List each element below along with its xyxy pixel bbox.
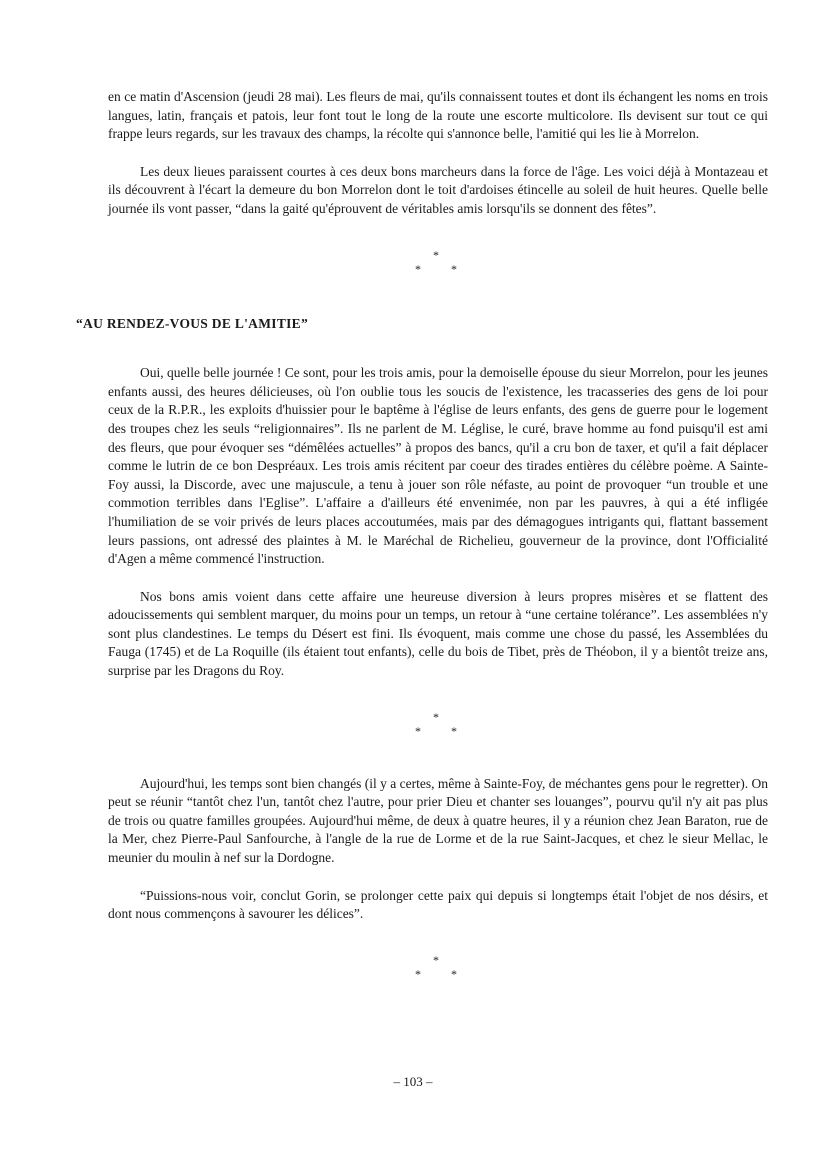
section-heading: “AU RENDEZ-VOUS DE L'AMITIE” bbox=[76, 315, 309, 331]
asterism-separator-3 bbox=[408, 954, 468, 982]
asterisk: * bbox=[433, 247, 439, 262]
asterisk: * bbox=[433, 709, 439, 724]
page-body bbox=[76, 88, 768, 982]
asterism-separator-1 bbox=[408, 249, 468, 277]
asterisk: * bbox=[451, 966, 457, 981]
asterism-separator-2 bbox=[408, 711, 468, 739]
paragraph-gorin-quote: “Puissions-nous voir, conclut Gorin, se prolonger cette paix qui depuis si longtemps était l'objet de nos désirs, et dont nous commençons à savourer les délices”. bbox=[108, 887, 768, 922]
paragraph-montazeau: Les deux lieues paraissent courtes à ces deux bons marcheurs dans la force de l'âge. Les voici déjà à Montazeau et ils découvrent à l'écart la demeure du bon Morrelon dont le toit d'ardoises étincelle au soleil de huit heures. Quelle belle journée ils vont passer, “dans la gaité qu'éprouvent de véritables amis lorsqu'ils se donnent des fêtes”. bbox=[108, 163, 768, 216]
asterisk: * bbox=[433, 952, 439, 967]
asterisk: * bbox=[415, 966, 421, 981]
paragraph-belle-journee: Oui, quelle belle journée ! Ce sont, pour les trois amis, pour la demoiselle épouse du sieur Morrelon, pour les jeunes enfants aussi, des heures délicieuses, où l'on oublie tous les soucis de l'existence, les tracasseries des gens de loi pour ceux de la R.P.R., les exploits d'huissier pour le baptême à l'église de leurs enfants, des gens de guerre pour le logement des troupes chez les seuls “religionnaires”. Ils ne parlent de M. Léglise, le curé, brave homme au fond puisqu'il est ami des fleurs, que pour évoquer ses “démêlées actuelles” à propos des bancs, qu'il a cru bon de taxer, et qu'il a fait déplacer comme le lutrin de ce bon Despréaux. Les trois amis récitent par coeur des tirades entières du célèbre poème. A Sainte-Foy aussi, la Discorde, avec une majuscule, a tenu à jouer son rôle néfaste, au point de provoquer “un trouble et une commotion terribles dans l'Eglise”. L'affaire a d'ailleurs été envenimée, non par les pauvres, à qui a été infligée l'humiliation de se voir privés de leurs places accoutumées, mais par des démagogues intrigants qui, flattant bassement leurs passions, ont adressé des plaintes à M. le Maréchal de Richelieu, gouverneur de la province, dont l'Officialité d'Agen a même commencé l'instruction. bbox=[108, 365, 768, 567]
paragraph-ascension: en ce matin d'Ascension (jeudi 28 mai). Les fleurs de mai, qu'ils connaissent toutes et dont ils échangent les noms en trois langues, latin, français et patois, leur font tout le long de la route une escorte multicolore. Ils devisent sur tout ce qui frappe leurs regards, sur les travaux des champs, la récolte qui s'annonce belle, l'amitié qui les lie à Morrelon. bbox=[108, 89, 768, 142]
paragraph-aujourdhui: Aujourd'hui, les temps sont bien changés (il y a certes, même à Sainte-Foy, de méchantes gens pour le regretter). On peut se réunir “tantôt chez l'un, tantôt chez l'autre, pour prier Dieu et chanter ses louanges”, pourvu qu'il n'y ait pas plus de trois ou quatre familles groupées. Aujourd'hui même, de deux à quatre heures, il y a réunion chez Jean Baraton, rue de la Mer, chez Pierre-Paul Sanfourche, à l'angle de la rue de Lorme et de la rue Saint-Jacques, et chez le sieur Mellac, le meunier du moulin à nef sur la Dordogne. bbox=[108, 775, 768, 866]
page-number: – 103 – bbox=[393, 1074, 433, 1089]
paragraph-diversion: Nos bons amis voient dans cette affaire une heureuse diversion à leurs propres misères et se flattent des adoucissements qui semblent marquer, du moins pour un temps, un retour à “une certaine tolérance”. Les assemblées n'y sont plus clandestines. Le temps du Désert est fini. Ils évoquent, mais comme une chose du passé, les Assemblées du Fauga (1745) et de La Roquille (ils étaient tout enfants), celle du bois de Tibet, près de Théobon, il y a bientôt treize ans, surprise par les Dragons du Roy. bbox=[108, 588, 768, 679]
asterisk: * bbox=[451, 723, 457, 738]
asterisk: * bbox=[415, 261, 421, 276]
asterisk: * bbox=[451, 261, 457, 276]
asterisk: * bbox=[415, 723, 421, 738]
